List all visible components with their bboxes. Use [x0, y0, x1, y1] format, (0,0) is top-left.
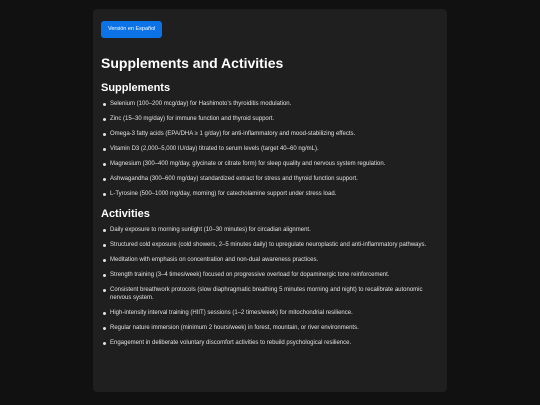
bullet-icon	[103, 103, 106, 106]
content-card	[93, 9, 447, 392]
list-item	[110, 175, 439, 184]
supplements-section	[101, 82, 439, 199]
bullet-icon	[103, 244, 106, 247]
bullet-icon	[103, 312, 106, 315]
list-item-text: Zinc (15–30 mg/day) for immune function and thyroid support.	[110, 116, 275, 122]
list-item	[110, 309, 439, 318]
list-item	[110, 130, 439, 139]
bullet-icon	[103, 342, 106, 345]
list-item-text: Selenium (100–200 mcg/day) for Hashimoto’s thyroiditis modulation.	[110, 101, 292, 107]
supplements-heading: Supplements	[101, 82, 171, 94]
list-item-text: Engagement in deliberate voluntary discomfort activities to rebuild psychological resilience.	[110, 340, 352, 346]
list-item-text: Omega-3 fatty acids (EPA/DHA ≥ 1 g/day) for anti-inflammatory and mood-stabilizing effects.	[110, 131, 356, 137]
list-item-text: Vitamin D3 (2,000–5,000 IU/day) titrated to serum levels (target 40–60 ng/mL).	[110, 146, 319, 152]
page-title: Supplements and Activities	[101, 55, 284, 71]
bullet-icon	[103, 327, 106, 330]
list-item-text: Structured cold exposure (cold showers, 2–5 minutes daily) to upregulate neuroplastic and anti-inflammatory pathways.	[110, 241, 427, 248]
bullet-icon	[103, 148, 106, 151]
list-item-text: Strength training (3–4 times/week) focused on progressive overload for dopaminergic tone reinforcement.	[110, 271, 390, 278]
activities-heading: Activities	[101, 207, 150, 220]
bullet-icon	[103, 133, 106, 136]
list-item-text: Regular nature immersion (minimum 2 hours/week) in forest, mountain, or river environments.	[110, 325, 359, 331]
bullet-icon	[103, 163, 106, 166]
list-item	[110, 190, 439, 199]
supplements-list	[101, 100, 439, 199]
bullet-icon	[103, 229, 106, 232]
bullet-icon	[103, 259, 106, 262]
list-item	[110, 115, 439, 124]
bullet-icon	[103, 289, 106, 292]
list-item-text: Consistent breathwork protocols (slow diaphragmatic breathing 5 minutes morning and night) to recalibrate autonomic nervous system.	[110, 286, 423, 301]
bullet-icon	[103, 178, 106, 181]
list-item	[110, 160, 439, 169]
list-item-text: L-Tyrosine (500–1000 mg/day, morning) for catecholamine support under stress load.	[110, 191, 337, 197]
list-item	[110, 339, 439, 348]
list-item	[110, 286, 439, 303]
activities-list	[101, 226, 439, 348]
list-item	[110, 271, 439, 280]
list-item	[110, 241, 439, 250]
activities-section	[101, 208, 439, 348]
list-item-text: Daily exposure to morning sunlight (10–30 minutes) for circadian alignment.	[110, 226, 311, 233]
bullet-icon	[103, 274, 106, 277]
list-item	[110, 226, 439, 235]
list-item	[110, 100, 439, 109]
list-item-text: Meditation with emphasis on concentration and non-dual awareness practices.	[110, 256, 319, 263]
spanish-version-button[interactable]: Versión en Español	[101, 21, 162, 38]
list-item	[110, 145, 439, 154]
bullet-icon	[103, 193, 106, 196]
list-item-text: Magnesium (300–400 mg/day, glycinate or citrate form) for sleep quality and nervous system regulation.	[110, 161, 386, 167]
list-item	[110, 324, 439, 333]
list-item	[110, 256, 439, 265]
list-item-text: Ashwagandha (300–600 mg/day) standardized extract for stress and thyroid function support.	[110, 176, 358, 182]
list-item-text: High-intensity interval training (HIIT) sessions (1–2 times/week) for mitochondrial resilience.	[110, 310, 353, 316]
bullet-icon	[103, 118, 106, 121]
